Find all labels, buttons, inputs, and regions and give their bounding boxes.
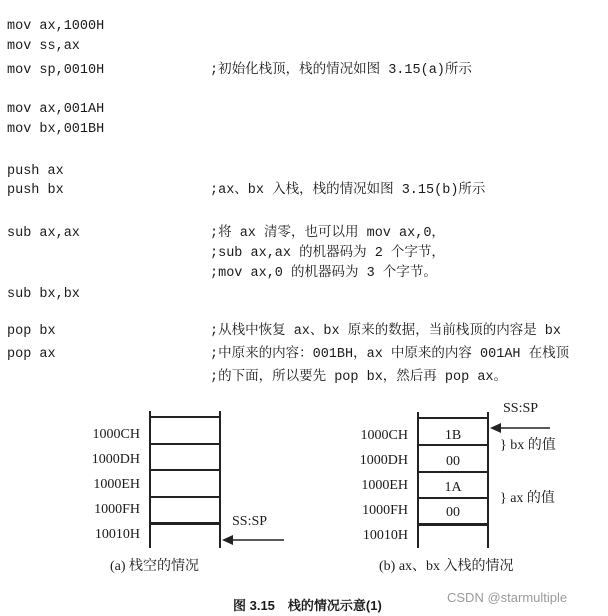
code-line: mov ss,ax bbox=[7, 39, 80, 54]
stack-divider bbox=[149, 443, 221, 445]
stack-divider bbox=[417, 444, 489, 446]
code-comment: ;中原来的内容：001BH，ax 中原来的内容 001AH 在栈顶 bbox=[210, 347, 570, 362]
code-line: pop ax bbox=[7, 347, 56, 362]
stack-border bbox=[149, 411, 151, 548]
address-label: 1000EH bbox=[361, 478, 408, 493]
code-comment: ;mov ax,0 的机器码为 3 个字节。 bbox=[210, 266, 437, 281]
address-label: 10010H bbox=[94, 527, 140, 542]
code-line: sub ax,ax bbox=[7, 226, 80, 241]
arrow-left-icon bbox=[488, 421, 552, 435]
code-comment: ;初始化栈顶，栈的情况如图 3.15(a)所示 bbox=[210, 63, 472, 78]
code-line: mov ax,001AH bbox=[7, 102, 105, 117]
stack-cell: 00 bbox=[446, 505, 460, 520]
stack-cell: 1A bbox=[444, 480, 462, 495]
caption-b: (b) ax、bx 入栈的情况 bbox=[379, 559, 514, 574]
code-line: mov ax,1000H bbox=[7, 19, 105, 34]
stack-bottom bbox=[149, 522, 221, 525]
stack-divider bbox=[149, 416, 221, 418]
address-label: 1000FH bbox=[94, 502, 140, 517]
stack-border bbox=[219, 411, 221, 548]
arrow-left-icon bbox=[220, 533, 286, 547]
ss-sp-label: SS:SP bbox=[503, 401, 539, 416]
code-comment: ;从栈中恢复 ax、bx 原来的数据，当前栈顶的内容是 bx bbox=[210, 324, 562, 339]
stack-cell: 00 bbox=[446, 454, 460, 469]
address-label: 10010H bbox=[362, 528, 408, 543]
address-label: 1000DH bbox=[359, 453, 408, 468]
watermark: CSDN @starmultiple bbox=[447, 590, 568, 605]
code-line: pop bx bbox=[7, 324, 56, 339]
code-line: push ax bbox=[7, 164, 64, 179]
stack-divider bbox=[149, 496, 221, 498]
code-line: mov bx,001BH bbox=[7, 122, 105, 137]
code-comment: ;将 ax 清零，也可以用 mov ax,0， bbox=[210, 226, 445, 241]
address-label: 1000EH bbox=[93, 477, 140, 492]
stack-bottom bbox=[417, 523, 489, 526]
stack-divider bbox=[149, 469, 221, 471]
code-comment: ;sub ax,ax 的机器码为 2 个字节， bbox=[210, 246, 445, 261]
code-comment: ;的下面，所以要先 pop bx，然后再 pop ax。 bbox=[210, 370, 508, 385]
stack-divider bbox=[417, 497, 489, 499]
code-line: sub bx,bx bbox=[7, 287, 80, 302]
code-line: mov sp,0010H bbox=[7, 63, 105, 78]
address-label: 1000CH bbox=[360, 428, 408, 443]
stack-cell: 1B bbox=[444, 428, 462, 443]
stack-divider bbox=[417, 417, 489, 419]
address-label: 1000DH bbox=[91, 452, 140, 467]
code-comment: ;ax、bx 入栈，栈的情况如图 3.15(b)所示 bbox=[210, 183, 486, 198]
figure-caption: 图 3.15 栈的情况示意(1) bbox=[233, 598, 382, 613]
bx-value-label: } bx 的值 bbox=[500, 438, 556, 453]
ax-value-label: } ax 的值 bbox=[500, 491, 555, 506]
code-line: push bx bbox=[7, 183, 64, 198]
address-label: 1000CH bbox=[92, 427, 140, 442]
caption-a: (a) 栈空的情况 bbox=[110, 559, 200, 574]
address-label: 1000FH bbox=[362, 503, 408, 518]
ss-sp-label: SS:SP bbox=[232, 514, 268, 529]
stack-divider bbox=[417, 471, 489, 473]
